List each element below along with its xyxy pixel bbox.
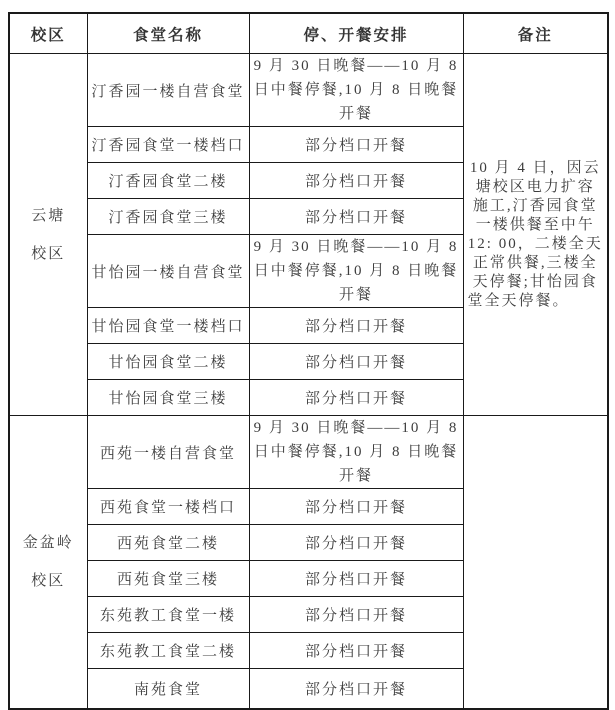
schedule-cell: 9 月 30 日晚餐——10 月 8 日中餐停餐,10 月 8 日晚餐开餐	[249, 416, 463, 489]
canteen-name-cell: 东苑教工食堂二楼	[87, 633, 249, 669]
schedule-cell: 部分档口开餐	[249, 597, 463, 633]
canteen-name-cell: 甘怡园一楼自营食堂	[87, 235, 249, 308]
schedule-cell: 部分档口开餐	[249, 308, 463, 344]
canteen-name-cell: 西苑食堂二楼	[87, 525, 249, 561]
header-schedule: 停、开餐安排	[249, 13, 463, 54]
schedule-cell: 部分档口开餐	[249, 199, 463, 235]
canteen-name-cell: 汀香园食堂一楼档口	[87, 127, 249, 163]
canteen-name-cell: 汀香园食堂三楼	[87, 199, 249, 235]
schedule-cell: 部分档口开餐	[249, 163, 463, 199]
schedule-cell: 9 月 30 日晚餐——10 月 8 日中餐停餐,10 月 8 日晚餐开餐	[249, 54, 463, 127]
canteen-name-cell: 东苑教工食堂一楼	[87, 597, 249, 633]
table-row	[9, 54, 608, 127]
table-row	[9, 416, 608, 489]
header-campus: 校区	[9, 13, 87, 54]
canteen-name-cell: 甘怡园食堂二楼	[87, 344, 249, 380]
schedule-cell: 部分档口开餐	[249, 344, 463, 380]
header-row	[9, 13, 608, 54]
schedule-cell: 部分档口开餐	[249, 669, 463, 709]
schedule-cell: 部分档口开餐	[249, 633, 463, 669]
schedule-cell: 部分档口开餐	[249, 127, 463, 163]
campus-cell-yuntang: 云塘 校区	[9, 54, 87, 416]
remark-cell-yuntang: 10 月 4 日，因云塘校区电力扩容施工,汀香园食堂一楼供餐至中午 12: 00，二楼全天正常供餐,三楼全天停餐;甘怡园食堂全天停餐。	[463, 54, 608, 416]
schedule-cell: 9 月 30 日晚餐——10 月 8 日中餐停餐,10 月 8 日晚餐开餐	[249, 235, 463, 308]
canteen-schedule-table	[8, 12, 609, 710]
header-remark: 备注	[463, 13, 608, 54]
remark-cell-jinpenling	[463, 416, 608, 709]
schedule-cell: 部分档口开餐	[249, 489, 463, 525]
canteen-name-cell: 西苑食堂三楼	[87, 561, 249, 597]
schedule-cell: 部分档口开餐	[249, 380, 463, 416]
schedule-cell: 部分档口开餐	[249, 525, 463, 561]
canteen-name-cell: 南苑食堂	[87, 669, 249, 709]
canteen-name-cell: 西苑一楼自营食堂	[87, 416, 249, 489]
canteen-name-cell: 汀香园一楼自营食堂	[87, 54, 249, 127]
canteen-name-cell: 甘怡园食堂三楼	[87, 380, 249, 416]
campus-cell-jinpenling: 金盆岭 校区	[9, 416, 87, 709]
header-canteen-name: 食堂名称	[87, 13, 249, 54]
canteen-name-cell: 甘怡园食堂一楼档口	[87, 308, 249, 344]
canteen-name-cell: 西苑食堂一楼档口	[87, 489, 249, 525]
schedule-cell: 部分档口开餐	[249, 561, 463, 597]
canteen-name-cell: 汀香园食堂二楼	[87, 163, 249, 199]
